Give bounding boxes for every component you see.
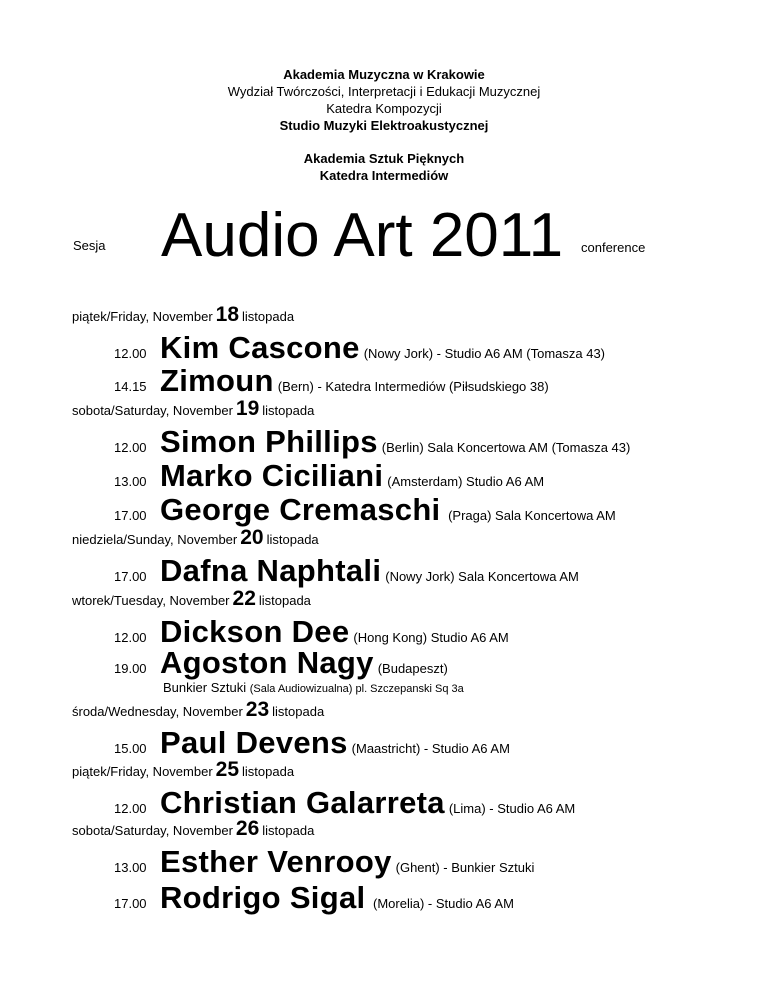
event-row xyxy=(114,457,544,495)
event-details: (Hong Kong) Studio A6 AM xyxy=(353,630,509,645)
title-suffix: conference xyxy=(581,240,646,255)
day-number: 26 xyxy=(235,817,260,840)
day-number: 23 xyxy=(245,698,270,721)
event-time: 12.00 xyxy=(114,440,147,455)
event-details: (Lima) - Studio A6 AM xyxy=(448,801,576,816)
day-label: sobota/Saturday, November xyxy=(72,823,233,838)
event-artist: Dafna Naphtali xyxy=(160,553,382,588)
day-label: środa/Wednesday, November xyxy=(72,704,243,719)
event-row xyxy=(114,552,579,590)
day-label: piątek/Friday, November xyxy=(72,309,213,324)
day-label: wtorek/Tuesday, November xyxy=(72,593,230,608)
day-label: sobota/Saturday, November xyxy=(72,403,233,418)
event-row xyxy=(114,491,616,529)
event-row xyxy=(114,724,510,762)
event-details: (Ghent) - Bunkier Sztuki xyxy=(395,860,535,875)
event-time: 13.00 xyxy=(114,860,147,875)
day-label: piątek/Friday, November xyxy=(72,764,213,779)
event-row xyxy=(114,784,575,822)
day-number: 20 xyxy=(240,526,264,549)
event-artist: Rodrigo Sigal xyxy=(160,880,366,915)
day-suffix: listopada xyxy=(258,593,311,608)
event-artist: Kim Cascone xyxy=(160,330,360,365)
event-row xyxy=(114,423,630,461)
event-time: 17.00 xyxy=(114,896,147,911)
event-time: 19.00 xyxy=(114,661,147,676)
event-row xyxy=(114,644,448,682)
day-label: niedziela/Sunday, November xyxy=(72,532,238,547)
event-artist: Marko Ciciliani xyxy=(160,458,384,493)
header-department: Katedra Kompozycji xyxy=(326,101,442,116)
day-number: 25 xyxy=(215,758,240,781)
event-artist: Agoston Nagy xyxy=(160,645,374,680)
page-title: Audio Art 2011 xyxy=(161,201,564,270)
event-details: (Praga) Sala Koncertowa AM xyxy=(444,508,616,523)
event-artist: Esther Venrooy xyxy=(160,844,392,879)
event-details: (Bern) - Katedra Intermediów (Piłsudskiego 38) xyxy=(277,379,549,394)
venue-name: Bunkier Sztuki xyxy=(163,680,247,695)
day-suffix: listopada xyxy=(272,704,325,719)
event-details: (Morelia) - Studio A6 AM xyxy=(369,896,514,911)
event-details: (Maastricht) - Studio A6 AM xyxy=(351,741,510,756)
event-artist: Christian Galarreta xyxy=(160,785,445,820)
event-artist: Paul Devens xyxy=(160,725,348,760)
header-partner-block xyxy=(0,150,768,184)
header-institution-block xyxy=(0,66,768,134)
header-faculty: Wydział Twórczości, Interpretacji i Edukacji Muzycznej xyxy=(227,84,541,99)
event-details: (Berlin) Sala Koncertowa AM (Tomasza 43) xyxy=(381,440,631,455)
venue-note xyxy=(163,680,464,695)
event-time: 17.00 xyxy=(114,569,147,584)
event-time: 12.00 xyxy=(114,801,147,816)
day-suffix: listopada xyxy=(262,403,315,418)
title-prefix: Sesja xyxy=(73,238,106,253)
event-details: (Amsterdam) Studio A6 AM xyxy=(387,474,545,489)
event-time: 12.00 xyxy=(114,630,147,645)
event-time: 12.00 xyxy=(114,346,147,361)
event-artist: Simon Phillips xyxy=(160,424,378,459)
day-suffix: listopada xyxy=(262,823,315,838)
day-suffix: listopada xyxy=(266,532,319,547)
event-time: 13.00 xyxy=(114,474,147,489)
header-partner-academy: Akademia Sztuk Pięknych xyxy=(303,151,465,166)
day-heading xyxy=(72,697,324,723)
header-partner-department: Katedra Intermediów xyxy=(319,168,449,183)
event-details: (Nowy Jork) Sala Koncertowa AM xyxy=(385,569,579,584)
event-row xyxy=(114,362,549,400)
day-number: 18 xyxy=(215,303,240,326)
event-details: (Nowy Jork) - Studio A6 AM (Tomasza 43) xyxy=(363,346,606,361)
event-artist: Dickson Dee xyxy=(160,614,350,649)
event-artist: Zimoun xyxy=(160,363,274,398)
day-suffix: listopada xyxy=(242,764,295,779)
event-time: 15.00 xyxy=(114,741,147,756)
day-suffix: listopada xyxy=(242,309,295,324)
day-number: 22 xyxy=(232,587,256,610)
event-time: 14.15 xyxy=(114,379,147,394)
event-time: 17.00 xyxy=(114,508,147,523)
event-row xyxy=(114,843,534,881)
header-studio: Studio Muzyki Elektroakustycznej xyxy=(279,118,489,133)
event-row xyxy=(114,879,514,917)
day-heading xyxy=(72,302,294,328)
day-number: 19 xyxy=(235,397,260,420)
event-details: (Budapeszt) xyxy=(377,661,448,676)
venue-address: (Sala Audiowizualna) pl. Szczepanski Sq 3a xyxy=(249,683,464,695)
header-academy: Akademia Muzyczna w Krakowie xyxy=(283,67,485,82)
event-artist: George Cremaschi xyxy=(160,492,441,527)
